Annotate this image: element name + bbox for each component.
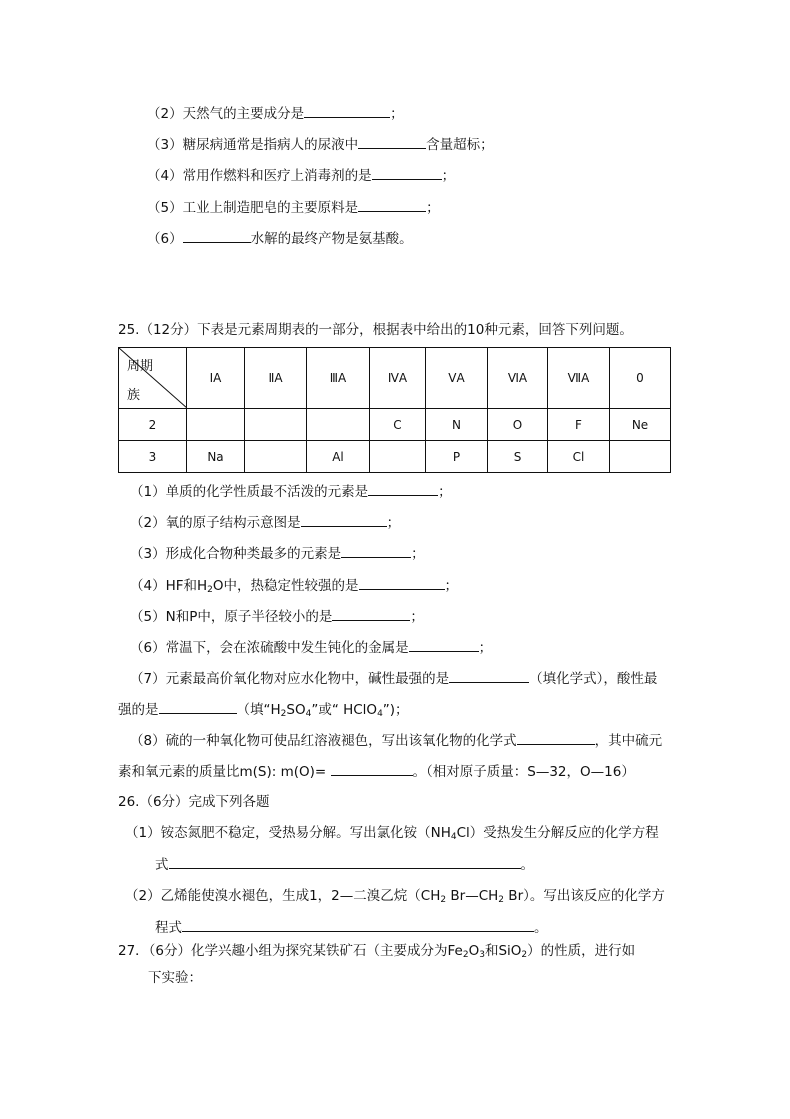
- q26-1-line2: 式 。: [155, 854, 534, 875]
- element-cell: F: [548, 409, 610, 441]
- answer-blank[interactable]: [341, 543, 411, 558]
- answer-blank[interactable]: [409, 637, 479, 652]
- q25-6: （6）常温下，会在浓硫酸中发生钝化的金属是 ；: [130, 637, 492, 658]
- element-cell: [370, 441, 426, 473]
- period-cell: 2: [119, 409, 187, 441]
- q25-8-line2: 素和氧元素的质量比m(S): m(O)= 。（相对原子质量：S—32，O—16）: [118, 761, 635, 782]
- q25-heading: 25.（12分）下表是元素周期表的一部分，根据表中给出的10种元素，回答下列问题。: [118, 322, 633, 338]
- group-header: ⅡA: [245, 348, 307, 409]
- element-cell: [245, 409, 307, 441]
- group-header: ⅢA: [307, 348, 370, 409]
- q25-3: （3）形成化合物种类最多的元素是 ；: [130, 543, 425, 564]
- q26-2-line1: （2）乙烯能使溴水褪色，生成1，2—二溴乙烷（$CH_2$ $Br—CH_2$ Br）。写出该反应的化学方: [125, 888, 665, 905]
- q24-5: （5）工业上制造肥皂的主要原料是 ；: [147, 197, 440, 218]
- q25-7-line2: 强的是 （填“$H_2SO_4$”或“ HClO$_4$”)；: [118, 699, 409, 720]
- q25-2: （2）氧的原子结构示意图是 ；: [130, 512, 400, 533]
- answer-blank[interactable]: [517, 730, 595, 745]
- period-cell: 3: [119, 441, 187, 473]
- answer-blank[interactable]: [169, 854, 521, 869]
- q27-line2: 下实验：: [148, 970, 202, 986]
- q24-6: （6） 水解的最终产物是氨基酸。: [147, 228, 413, 249]
- q25-8-line1: （8）硫的一种氧化物可使品红溶液褪色，写出该氧化物的化学式 ，其中硫元: [130, 730, 662, 751]
- element-cell: Cl: [548, 441, 610, 473]
- q25-5: （5）N和P中，原子半径较小的是 ；: [130, 606, 424, 627]
- answer-blank[interactable]: [183, 228, 251, 243]
- group-header: 0: [610, 348, 671, 409]
- element-cell: [245, 441, 307, 473]
- element-cell: [307, 409, 370, 441]
- answer-blank[interactable]: [304, 103, 390, 118]
- element-cell: Ne: [610, 409, 671, 441]
- answer-blank[interactable]: [449, 668, 529, 683]
- answer-blank[interactable]: [159, 699, 237, 714]
- q26-heading: 26.（6分）完成下列各题: [118, 794, 270, 810]
- group-header: ⅦA: [548, 348, 610, 409]
- answer-blank[interactable]: [332, 606, 410, 621]
- group-header: ⅣA: [370, 348, 426, 409]
- answer-blank[interactable]: [331, 761, 413, 776]
- q25-1: （1）单质的化学性质最不活泼的元素是 ；: [130, 481, 452, 502]
- element-cell: Na: [187, 441, 245, 473]
- answer-blank[interactable]: [358, 134, 426, 149]
- answer-blank[interactable]: [359, 575, 445, 590]
- element-cell: [187, 409, 245, 441]
- answer-blank[interactable]: [368, 481, 438, 496]
- table-row: [119, 409, 671, 441]
- periodic-table: [118, 347, 671, 473]
- element-cell: C: [370, 409, 426, 441]
- table-row: [119, 441, 671, 473]
- group-header: ⅤA: [426, 348, 488, 409]
- q26-2-line2: 程式 。: [155, 917, 548, 938]
- element-cell: Al: [307, 441, 370, 473]
- group-header: ⅠA: [187, 348, 245, 409]
- q24-4: （4）常用作燃料和医疗上消毒剂的是 ；: [147, 165, 455, 186]
- table-corner-cell: 周期 族: [119, 348, 187, 409]
- q25-4: （4）HF和$H_2O$中，热稳定性较强的是 ；: [130, 575, 458, 596]
- answer-blank[interactable]: [182, 917, 534, 932]
- element-cell: N: [426, 409, 488, 441]
- group-header: ⅥA: [488, 348, 548, 409]
- element-cell: P: [426, 441, 488, 473]
- element-cell: O: [488, 409, 548, 441]
- q24-3: （3）糖尿病通常是指病人的尿液中 含量超标；: [147, 134, 494, 155]
- answer-blank[interactable]: [358, 197, 426, 212]
- answer-blank[interactable]: [301, 512, 387, 527]
- q25-7-line1: （7）元素最高价氧化物对应水化物中，碱性最强的是 （填化学式），酸性最: [130, 668, 657, 689]
- element-cell: S: [488, 441, 548, 473]
- q26-1-line1: （1）铵态氮肥不稳定，受热易分解。写出氯化铵$(NH_4Cl)$受热发生分解反应的化学方程: [125, 825, 659, 842]
- q24-2: （2）天然气的主要成分是 ；: [147, 103, 404, 124]
- element-cell: [610, 441, 671, 473]
- answer-blank[interactable]: [372, 165, 442, 180]
- q27-line1: 27．（6分）化学兴趣小组为探究某铁矿石（主要成分为$Fe_2O_3$和SiO$_2$）的性质，进行如: [118, 943, 636, 960]
